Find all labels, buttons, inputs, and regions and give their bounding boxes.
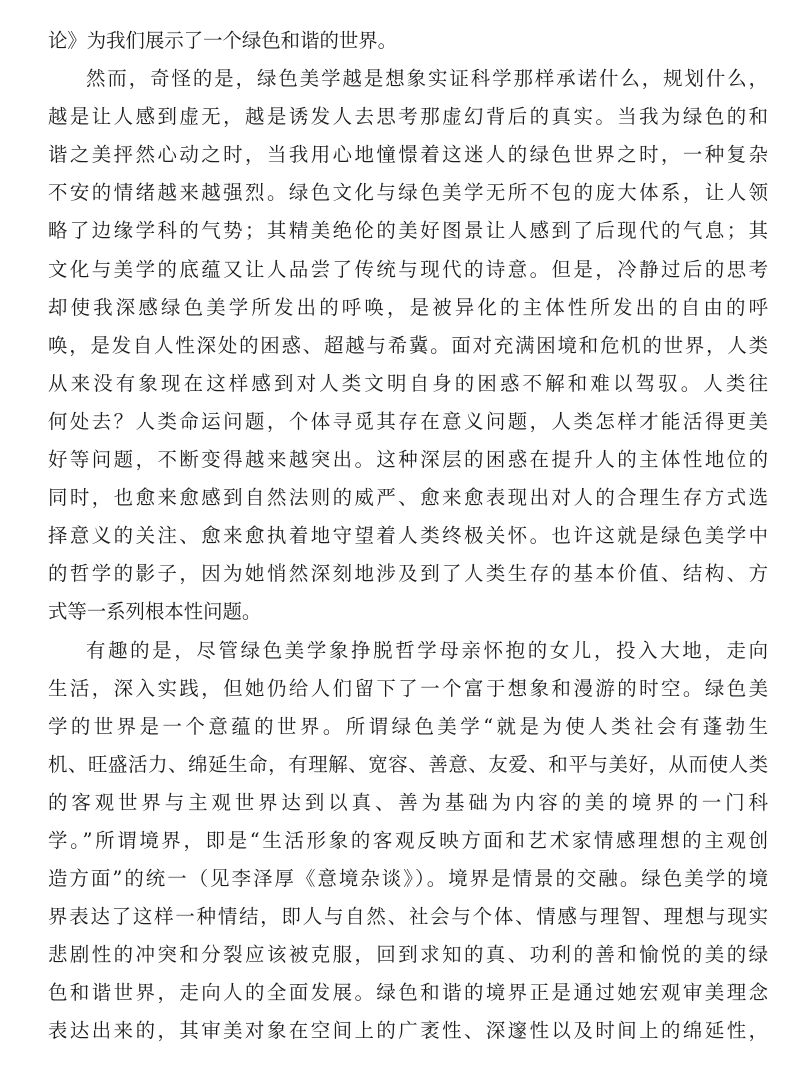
document-page bbox=[48, 22, 768, 1051]
text-line: 悲剧性的冲突和分裂应该被克服，回到求知的真、功利的善和愉悦的美的绿 bbox=[48, 943, 768, 967]
paragraph-3 bbox=[48, 632, 768, 1051]
text-line: 式等一系列根本性问题。 bbox=[48, 600, 262, 624]
text-line: 唤，是发自人性深处的困惑、超越与希冀。面对充满困境和危机的世界，人类 bbox=[48, 333, 768, 357]
text-line: 界表达了这样一种情结，即人与自然、社会与个体、情感与理智、理想与现实 bbox=[48, 905, 768, 929]
text-line: 生活，深入实践，但她仍给人们留下了一个富于想象和漫游的时空。绿色美 bbox=[48, 676, 768, 700]
paragraph-2 bbox=[48, 60, 768, 631]
text-line: 文化与美学的底蕴又让人品尝了传统与现代的诗意。但是，冷静过后的思考 bbox=[48, 257, 768, 281]
text-line: 何处去？人类命运问题，个体寻觅其存在意义问题，人类怎样才能活得更美 bbox=[48, 409, 768, 433]
text-line: 色和谐世界，走向人的全面发展。绿色和谐的境界正是通过她宏观审美理念 bbox=[48, 981, 768, 1005]
text-line: 谐之美抨然心动之时，当我用心地憧憬着这迷人的绿色世界之时，一种复杂 bbox=[48, 143, 768, 167]
text-line: 表达出来的，其审美对象在空间上的广袤性、深邃性以及时间上的绵延性， bbox=[48, 1019, 768, 1043]
text-line: 越是让人感到虚无，越是诱发人去思考那虚幻背后的真实。当我为绿色的和 bbox=[48, 105, 768, 129]
text-line: 造方面”的统一（见李泽厚《意境杂谈》）。境界是情景的交融。绿色美学的境 bbox=[48, 867, 768, 891]
text-line: 学的世界是一个意蕴的世界。所谓绿色美学“就是为使人类社会有蓬勃生 bbox=[48, 714, 768, 738]
text-line: 略了边缘学科的气势；其精美绝伦的美好图景让人感到了后现代的气息；其 bbox=[48, 219, 768, 243]
text-line: 有趣的是，尽管绿色美学象挣脱哲学母亲怀抱的女儿，投入大地，走向 bbox=[86, 638, 768, 662]
text-line: 却使我深感绿色美学所发出的呼唤，是被异化的主体性所发出的自由的呼 bbox=[48, 295, 768, 319]
text-line: 好等问题，不断变得越来越突出。这种深层的困惑在提升人的主体性地位的 bbox=[48, 448, 768, 472]
text-line: 论》为我们展示了一个绿色和谐的世界。 bbox=[48, 29, 398, 52]
text-line: 择意义的关注、愈来愈执着地守望着人类终极关怀。也许这就是绿色美学中 bbox=[48, 524, 768, 548]
text-line: 机、旺盛活力、绵延生命，有理解、宽容、善意、友爱、和平与美好，从而使人类 bbox=[48, 752, 768, 776]
text-line: 从来没有象现在这样感到对人类文明自身的困惑不解和难以驾驭。人类往 bbox=[48, 371, 768, 395]
text-line: 同时，也愈来愈感到自然法则的威严、愈来愈表现出对人的合理生存方式选 bbox=[48, 486, 768, 510]
paragraph-1 bbox=[48, 22, 768, 60]
text-line: 然而，奇怪的是，绿色美学越是想象实证科学那样承诺什么，规划什么， bbox=[86, 67, 768, 91]
text-line: 学。”所谓境界，即是“生活形象的客观反映方面和艺术家情感理想的主观创 bbox=[48, 828, 768, 852]
text-line: 的哲学的影子，因为她悄然深刻地涉及到了人类生存的基本价值、结构、方 bbox=[48, 562, 768, 586]
text-line: 的客观世界与主观世界达到以真、善为基础为内容的美的境界的一门科 bbox=[48, 790, 768, 814]
text-line: 不安的情绪越来越强烈。绿色文化与绿色美学无所不包的庞大体系，让人领 bbox=[48, 181, 768, 205]
